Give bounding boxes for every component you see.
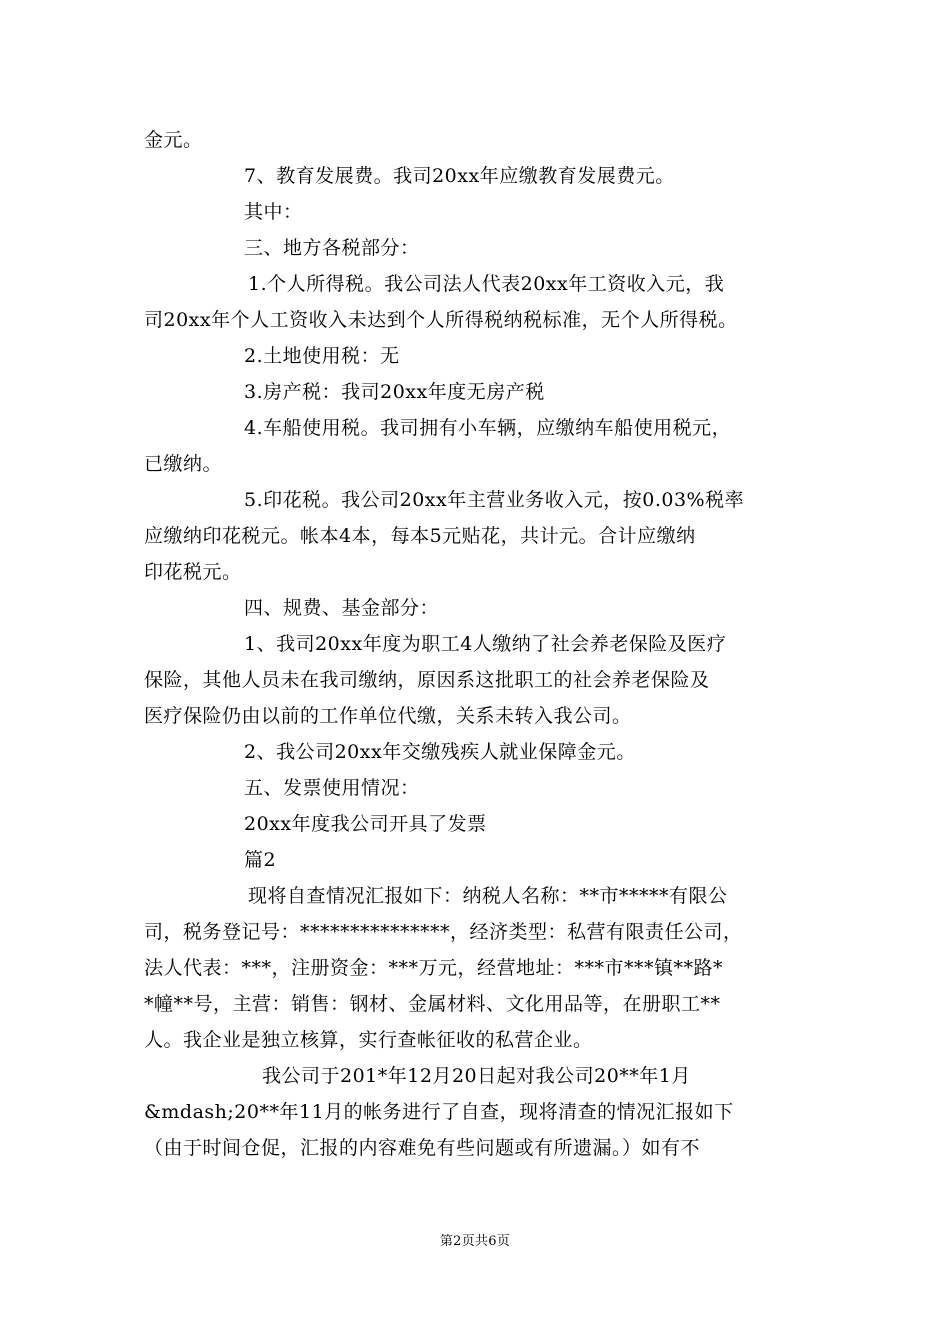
text-line: 1.个人所得税。我公司法人代表20xx年工资收入元，我: [248, 273, 725, 295]
text-line: *幢**号，主营：销售：钢材、金属材料、文化用品等，在册职工**: [144, 993, 721, 1015]
text-line: &mdash;20**年11月的帐务进行了自查，现将清查的情况汇报如下: [144, 1101, 734, 1123]
text-line: 法人代表：***，注册资金：***万元，经营地址：***市***镇**路*: [144, 957, 724, 979]
section-heading: 五、发票使用情况：: [244, 777, 420, 799]
page-number-footer: 第2页共6页: [439, 1234, 511, 1249]
text-line: 医疗保险仍由以前的工作单位代缴，关系未转入我公司。: [144, 705, 632, 727]
text-line: 人。我企业是独立核算，实行查帐征收的私营企业。: [144, 1029, 593, 1051]
text-line: 印花税元。: [144, 561, 242, 583]
text-line: 司20xx年个人工资收入未达到个人所得税纳税标准，无个人所得税。: [144, 309, 738, 331]
section-heading: 三、地方各税部分：: [244, 237, 420, 259]
text-line: 应缴纳印花税元。帐本4本，每本5元贴花，共计元。合计应缴纳: [144, 525, 696, 547]
text-line: 4.车船使用税。我司拥有小车辆，应缴纳车船使用税元，: [244, 417, 732, 439]
section-heading: 四、规费、基金部分：: [244, 597, 440, 619]
text-line: （由于时间仓促，汇报的内容难免有些问题或有所遗漏。）如有不: [144, 1137, 701, 1159]
text-line: 保险，其他人员未在我司缴纳，原因系这批职工的社会养老保险及: [144, 669, 710, 691]
text-line: 现将自查情况汇报如下：纳税人名称：**市*****有限公: [248, 885, 728, 907]
text-line: 5.印花税。我公司20xx年主营业务收入元，按0.03%税率: [244, 489, 745, 511]
text-line: 1、我司20xx年度为职工4人缴纳了社会养老保险及医疗: [244, 633, 727, 655]
text-line: 我公司于201*年12月20日起对我公司20**年1月: [262, 1065, 691, 1087]
section-heading: 篇2: [244, 849, 277, 871]
text-line: 20xx年度我公司开具了发票: [244, 813, 487, 835]
text-line: 2.土地使用税：无: [244, 345, 400, 367]
text-line: 其中：: [244, 201, 303, 223]
text-line: 司，税务登记号：***************，经济类型：私营有限责任公司，: [144, 921, 743, 943]
text-line: 7、教育发展费。我司20xx年应缴教育发展费元。: [244, 165, 675, 187]
text-line: 已缴纳。: [144, 453, 223, 475]
text-line: 金元。: [144, 129, 203, 151]
text-line: 3.房产税：我司20xx年度无房产税: [244, 381, 545, 403]
text-line: 2、我公司20xx年交缴残疾人就业保障金元。: [244, 741, 636, 763]
